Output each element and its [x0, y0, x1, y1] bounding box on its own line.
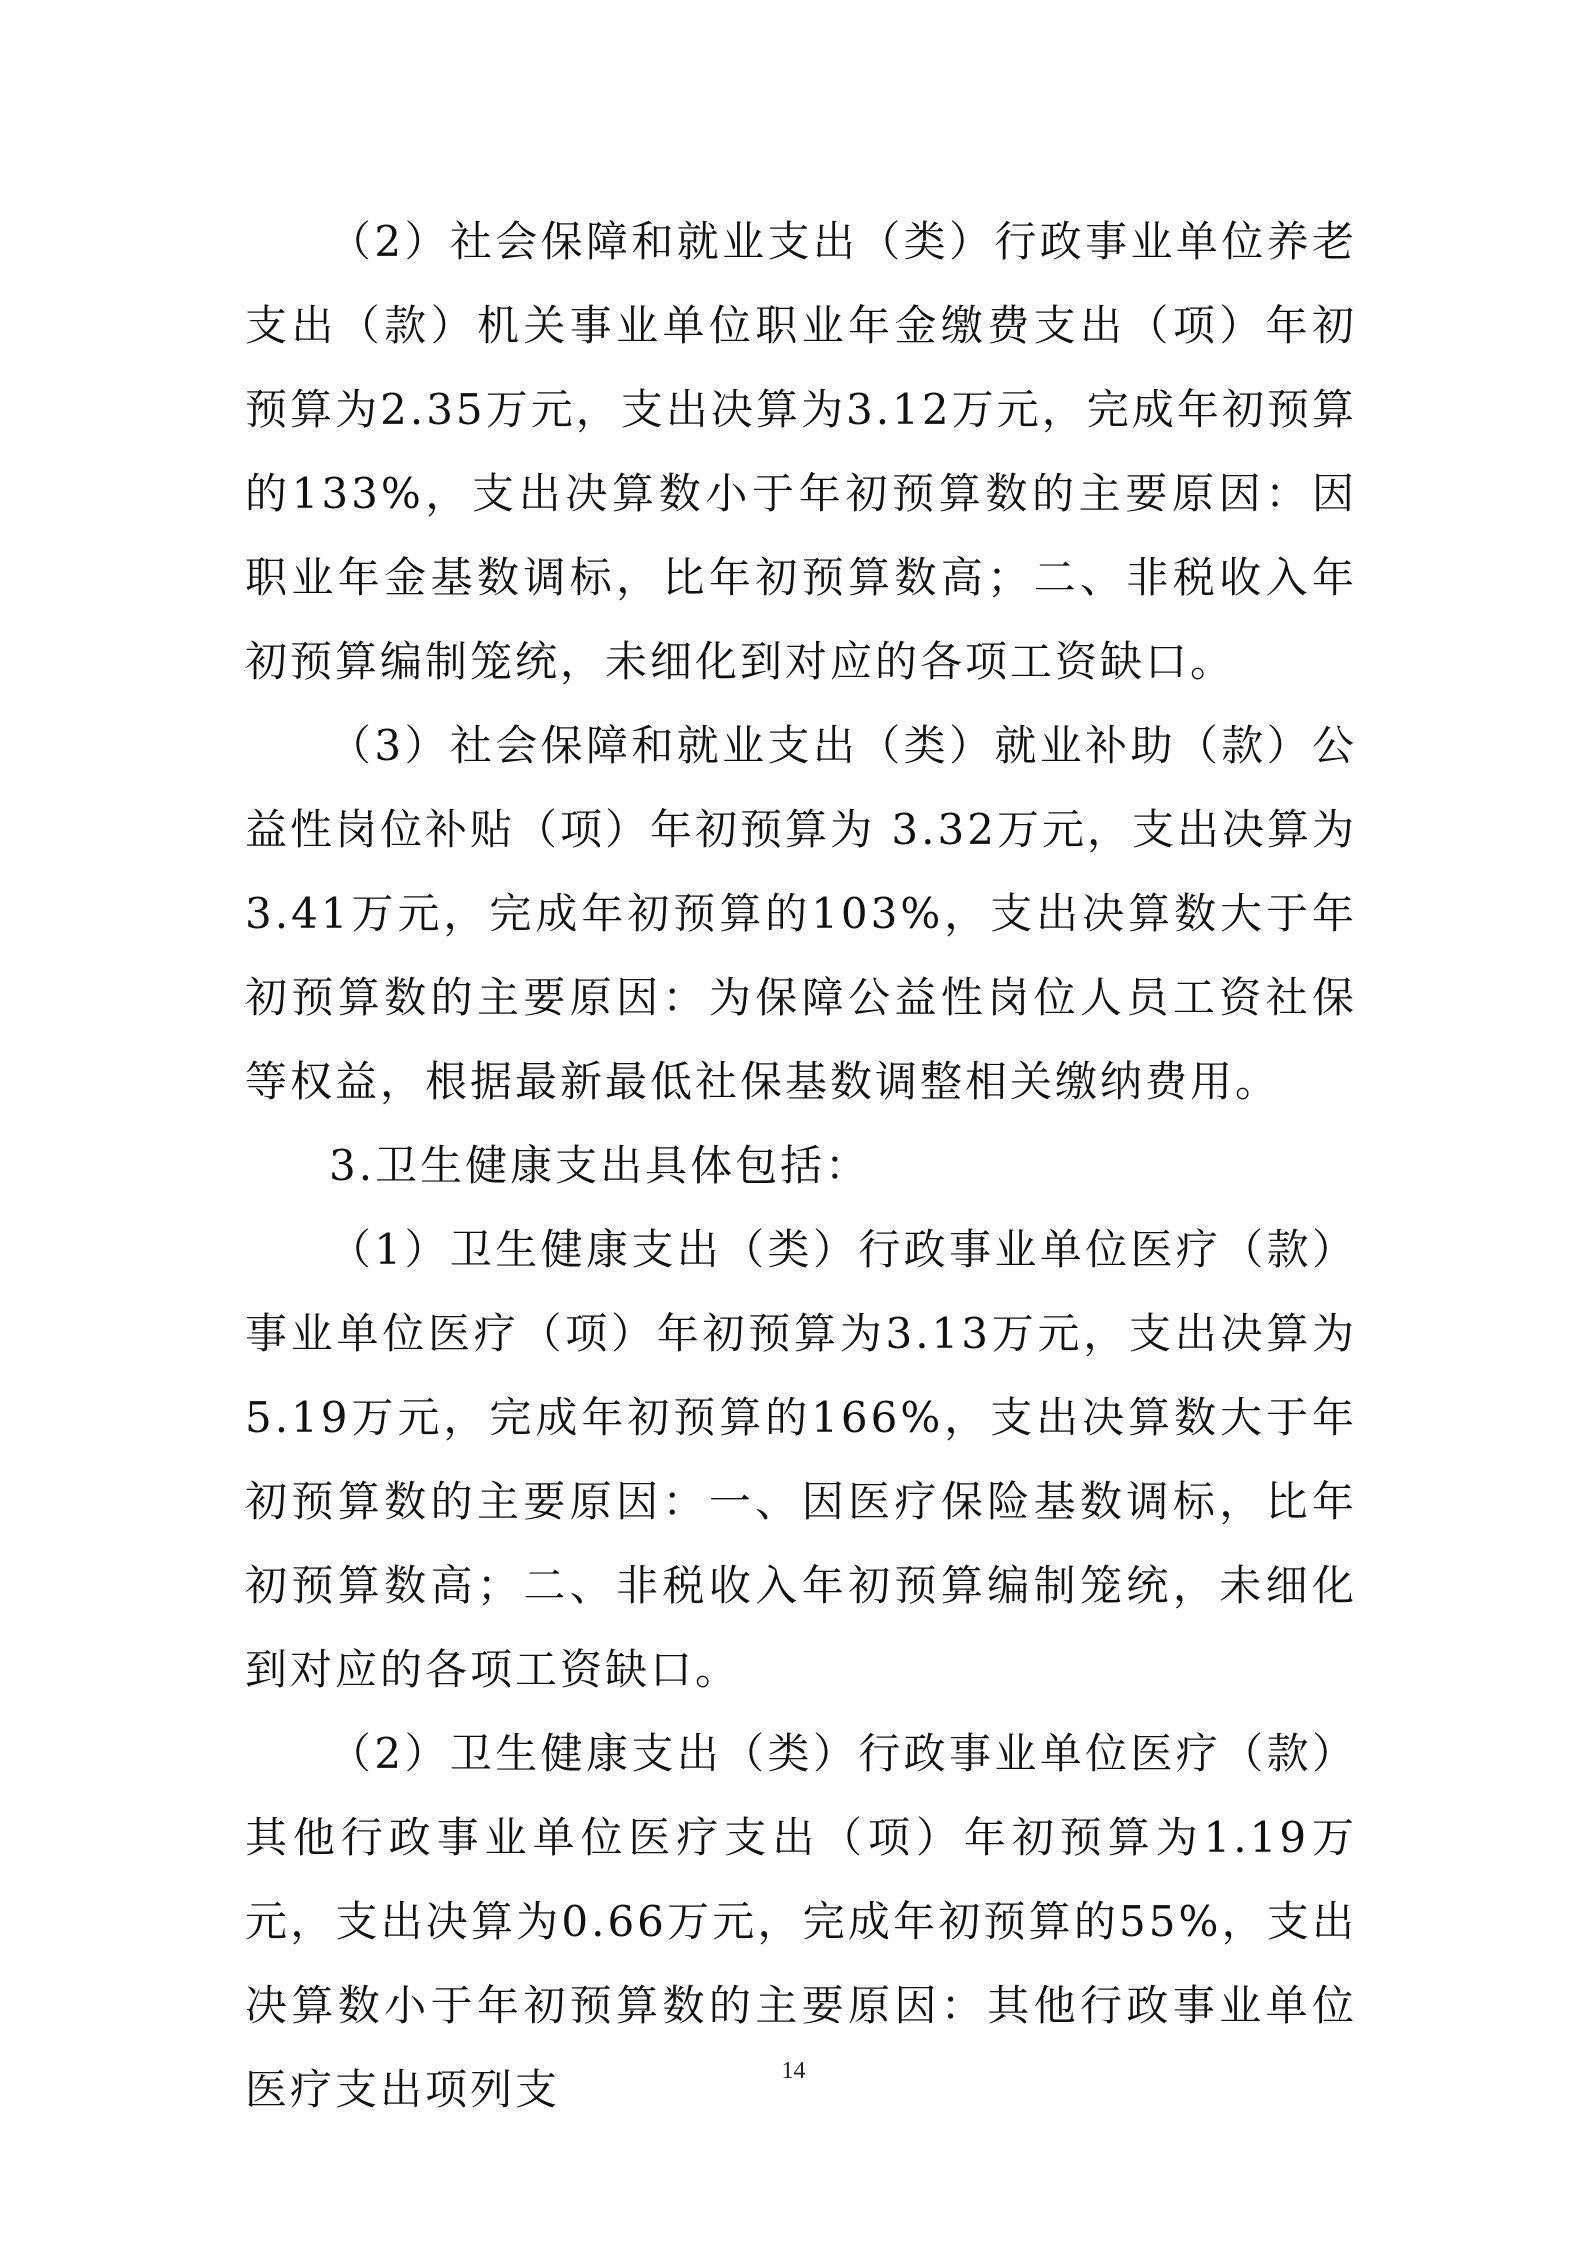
paragraph-health-heading: 3.卫生健康支出具体包括：: [329, 1141, 871, 1190]
paragraph-pension-annuity: （2）社会保障和就业支出（类）行政事业单位养老支出（款）机关事业单位职业年金缴费支出（项）年初预算为2.35万元，支出决算为3.12万元，完成年初预算的133%，支出决算数小于年初预算数的主要原因：因职业年金基数调标，比年初预算数高；二、非税收入年初预算编制笼统，未细化到对应的各项工资缺口。: [245, 217, 1357, 686]
paragraph-public-welfare-subsidy: （3）社会保障和就业支出（类）就业补助（款）公益性岗位补贴（项）年初预算为 3.32万元，支出决算为3.41万元，完成年初预算的103%，支出决算数大于年初预算数的主要原因：为保障公益性岗位人员工资社保等权益，根据最新最低社保基数调整相关缴纳费用。: [245, 721, 1357, 1106]
paragraph-institution-medical: （1）卫生健康支出（类）行政事业单位医疗（款）事业单位医疗（项）年初预算为3.13万元，支出决算为5.19万元，完成年初预算的166%，支出决算数大于年初预算数的主要原因：一、因医疗保险基数调标，比年初预算数高；二、非税收入年初预算编制笼统，未细化到对应的各项工资缺口。: [245, 1225, 1357, 1694]
document-body: [245, 200, 1357, 2132]
paragraph-other-medical: （2）卫生健康支出（类）行政事业单位医疗（款）其他行政事业单位医疗支出（项）年初预算为1.19万元，支出决算为0.66万元，完成年初预算的55%，支出决算数小于年初预算数的主要原因：其他行政事业单位医疗支出项列支: [245, 1729, 1357, 2114]
page-number: 14: [781, 2058, 806, 2084]
